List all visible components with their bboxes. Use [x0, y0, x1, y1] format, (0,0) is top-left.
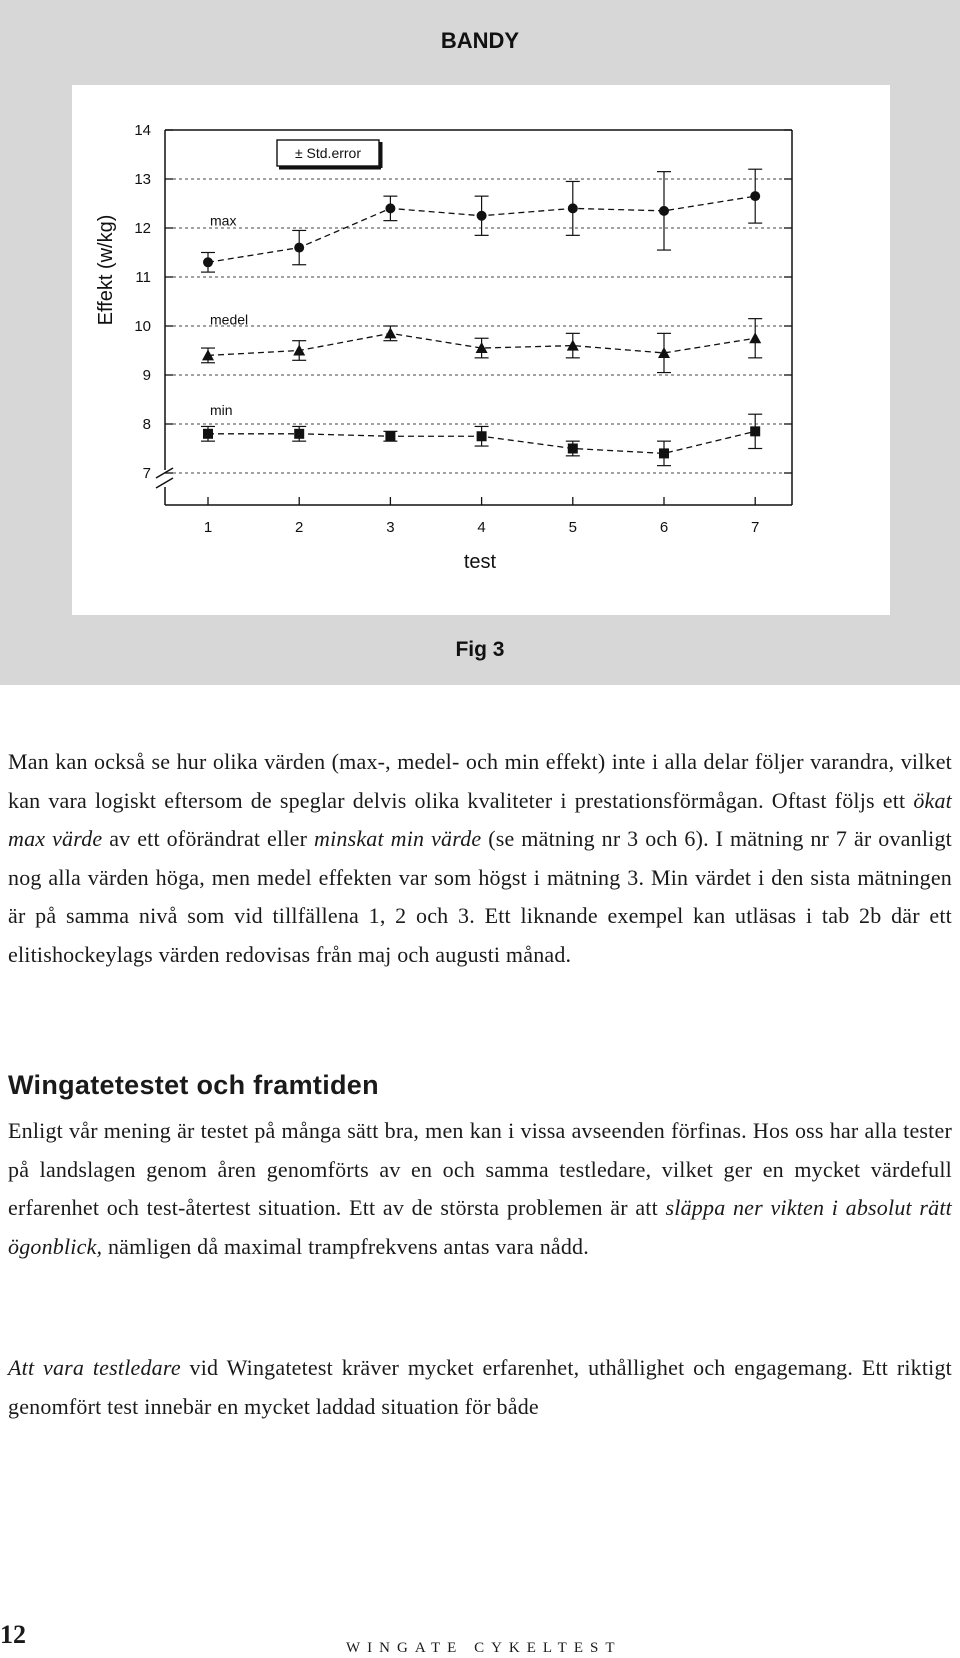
point-max: [750, 191, 760, 201]
paragraph-3-emphasis: Att vara testledare: [8, 1355, 181, 1380]
point-max: [477, 211, 487, 221]
x-tick-label: 6: [659, 519, 669, 536]
figure-panel: [0, 0, 960, 685]
point-min: [568, 444, 578, 454]
point-min: [477, 431, 487, 441]
paragraph-2: [8, 1112, 952, 1266]
x-axis-title: test: [463, 551, 497, 573]
legend-label: ± Std.error: [294, 145, 362, 161]
x-tick-label: 1: [203, 519, 213, 536]
paragraph-2-text-a: Enligt vår mening är testet på många sätt bra, men kan i vissa avseenden förfinas. Hos oss har alla tester på landslagen genom åren genomförts av en och samma testledare, vilket ger en mycket värdefull erfarenhet och test-återtest situation. Ett av de största problemen är att: [8, 1118, 952, 1221]
x-tick-label: 7: [751, 519, 760, 536]
paragraph-3-text-b: vid Wingatetest kräver mycket erfarenhet, uthållighet och engagemang. Ett riktigt genomfört test innebär en mycket laddad situation för både: [8, 1355, 952, 1419]
point-max: [385, 203, 395, 213]
figure-caption: Fig 3: [455, 638, 505, 661]
point-min: [385, 431, 395, 441]
point-medel: [384, 327, 396, 338]
y-tick-label: 11: [135, 269, 151, 286]
effekt-chart: [72, 85, 890, 615]
paragraph-1-text-c: av ett oförändrat eller: [102, 826, 314, 852]
y-tick-label: 12: [134, 220, 151, 237]
series-label-max: max: [210, 212, 237, 229]
y-axis-title: Effekt (w/kg): [95, 214, 117, 326]
y-tick-label: 8: [142, 416, 151, 433]
axis-break-mark-2: [156, 478, 173, 488]
y-tick-label: 10: [134, 318, 151, 335]
x-tick-label: 4: [477, 519, 486, 536]
point-medel: [749, 332, 761, 343]
paragraph-1-emphasis-1: ökat max värde: [8, 787, 952, 852]
paragraph-2-text-c: nämligen då maximal trampfrekvens antas vara nådd.: [102, 1233, 589, 1259]
page-number: 12: [0, 1620, 26, 1649]
y-tick-label: 7: [142, 465, 151, 482]
paragraph-1-text-a: Man kan också se hur olika värden (max-, medel- och min effekt) inte i alla delar följer varandra, vilket kan vara logiskt eftersom de speglar delvis olika kvaliteter i prestationsförmågan. Oftast följs ett: [8, 749, 952, 813]
x-tick-label: 5: [568, 519, 577, 536]
section-heading: Wingatetestet och framtiden: [8, 1070, 379, 1100]
series-label-medel: medel: [210, 311, 249, 328]
section-header: BANDY: [440, 28, 520, 53]
paragraph-3: [8, 1349, 952, 1426]
x-tick-label: 2: [295, 519, 304, 536]
series-label-min: min: [210, 402, 233, 419]
paragraph-1-text-e: (se mätning nr 3 och 6). I mätning nr 7 är ovanligt nog alla värden höga, men medel effekten var som högst i mätning 3. Min värdet i den sista mätningen är på samma nivå som vid tillfällena 1, 2 och 3. Ett liknande exempel kan utläsas i tab 2b där ett elitishockeylags värden redovisas från maj och augusti månad.: [8, 826, 952, 967]
point-min: [294, 429, 304, 439]
point-max: [294, 243, 304, 253]
paragraph-1-emphasis-2: minskat min värde: [313, 826, 482, 852]
point-min: [659, 448, 669, 458]
y-tick-label: 14: [134, 122, 151, 139]
point-max: [659, 206, 669, 216]
point-min: [750, 426, 760, 436]
paragraph-2-emphasis: släppa ner vikten i absolut rätt ögonblick,: [8, 1195, 952, 1259]
y-tick-label: 9: [142, 367, 151, 384]
running-title: WINGATE CYKELTEST: [346, 1640, 622, 1656]
point-max: [568, 203, 578, 213]
y-tick-label: 13: [134, 171, 151, 188]
paragraph-1: [8, 743, 952, 975]
x-tick-label: 3: [386, 519, 395, 536]
point-max: [203, 257, 213, 267]
chart-area: [72, 85, 890, 615]
point-min: [203, 429, 213, 439]
